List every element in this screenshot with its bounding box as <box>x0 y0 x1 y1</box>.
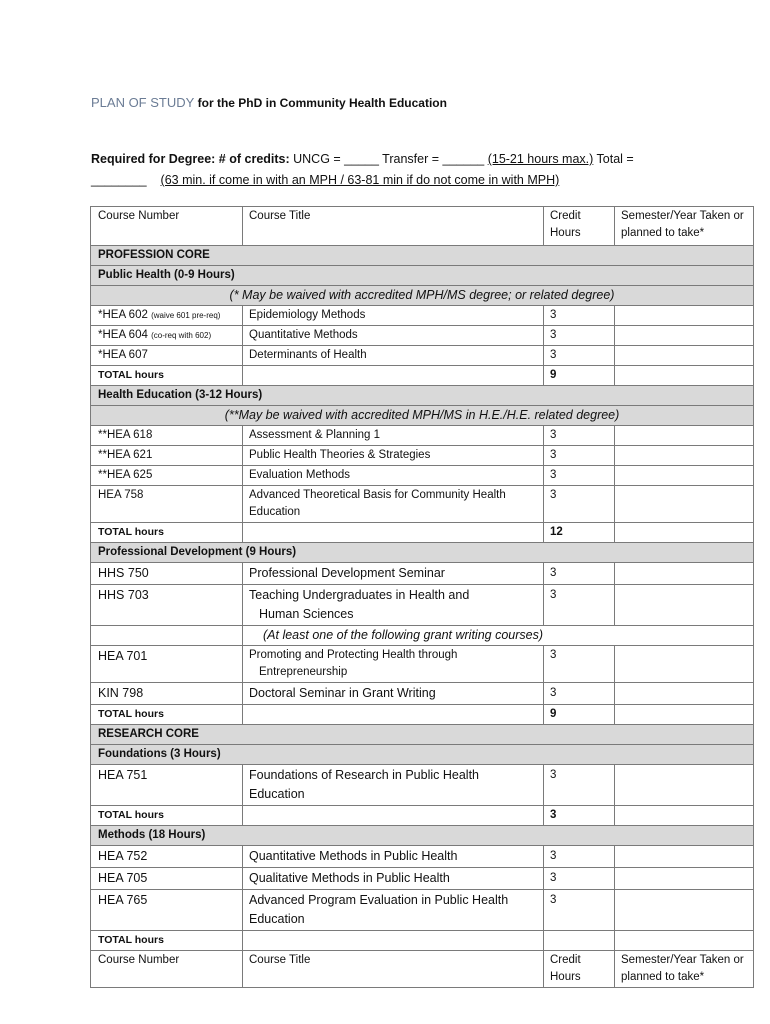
total-value: 12 <box>544 523 615 543</box>
semester-cell[interactable] <box>615 585 754 626</box>
course-title: Quantitative Methods <box>243 326 544 346</box>
col-course-title: Course Title <box>243 207 544 246</box>
section-row <box>91 725 754 745</box>
col-credit-hours: Credit Hours <box>544 207 615 246</box>
section-row <box>91 246 754 266</box>
course-title: Assessment & Planning 1 <box>243 426 544 446</box>
credit-hours: 3 <box>544 426 615 446</box>
total-label: TOTAL hours <box>91 523 243 543</box>
col-course-number: Course Number <box>91 951 243 988</box>
total-row <box>91 366 754 386</box>
total-label: TOTAL hours <box>91 931 243 951</box>
semester-cell[interactable] <box>615 868 754 890</box>
course-number: *HEA 602 <box>98 309 152 321</box>
credit-hours: 3 <box>544 765 615 806</box>
credit-hours: 3 <box>544 683 615 705</box>
credit-hours: 3 <box>544 563 615 585</box>
course-title: Promoting and Protecting Health through <box>249 649 458 661</box>
semester-cell[interactable] <box>615 563 754 585</box>
table-row <box>91 585 754 626</box>
total-value: 3 <box>544 806 615 826</box>
total-label: TOTAL hours <box>91 806 243 826</box>
col-credit-hours: Credit Hours <box>544 951 615 988</box>
semester-cell[interactable] <box>615 446 754 466</box>
semester-cell[interactable] <box>615 326 754 346</box>
course-title: Epidemiology Methods <box>243 306 544 326</box>
col-semester: Semester/Year Taken or planned to take* <box>615 207 754 246</box>
table-row <box>91 646 754 683</box>
req-blank: ________ <box>91 173 147 187</box>
table-row <box>91 868 754 890</box>
req-uncg: UNCG = _____ Transfer = ______ <box>289 152 485 166</box>
course-title: Foundations of Research in Public Health Education <box>243 765 544 806</box>
course-number: HEA 758 <box>91 486 243 523</box>
req-label: Required for Degree: # of credits: <box>91 152 290 166</box>
total-row <box>91 523 754 543</box>
course-number: HHS 750 <box>91 563 243 585</box>
table-row <box>91 765 754 806</box>
total-label: TOTAL hours <box>91 366 243 386</box>
title-plan: PLAN OF STUDY <box>91 95 195 110</box>
course-number: **HEA 625 <box>91 466 243 486</box>
course-title-cont: Entrepreneurship <box>259 666 348 678</box>
course-number: HEA 705 <box>91 868 243 890</box>
table-row <box>91 306 754 326</box>
course-title: Teaching Undergraduates in Health and <box>249 588 470 602</box>
section-row <box>91 266 754 286</box>
table-row <box>91 846 754 868</box>
methods-heading: Methods (18 Hours) <box>91 826 754 846</box>
section-row <box>91 386 754 406</box>
requirements-line-1 <box>91 152 634 166</box>
course-number: HEA 751 <box>91 765 243 806</box>
total-row <box>91 806 754 826</box>
req-total: Total = <box>593 152 634 166</box>
course-number: HEA 701 <box>91 646 243 683</box>
table-row <box>91 346 754 366</box>
section-row <box>91 826 754 846</box>
course-number: HEA 765 <box>91 890 243 931</box>
table-row <box>91 446 754 466</box>
foundations-heading: Foundations (3 Hours) <box>91 745 754 765</box>
col-course-title: Course Title <box>243 951 544 988</box>
course-title-cont: Human Sciences <box>259 607 354 621</box>
section-row <box>91 543 754 563</box>
grant-writing-note: (At least one of the following grant writing courses) <box>243 626 754 646</box>
health-education-note: (**May be waived with accredited MPH/MS in H.E./H.E. related degree) <box>91 406 754 426</box>
total-label: TOTAL hours <box>91 705 243 725</box>
professional-development-heading: Professional Development (9 Hours) <box>91 543 754 563</box>
note-row <box>91 626 754 646</box>
credit-hours: 3 <box>544 486 615 523</box>
course-number: *HEA 607 <box>91 346 243 366</box>
course-note: (co-req with 602) <box>151 331 212 340</box>
col-course-number: Course Number <box>91 207 243 246</box>
note-row <box>91 286 754 306</box>
note-row <box>91 406 754 426</box>
semester-cell[interactable] <box>615 486 754 523</box>
total-value: 9 <box>544 366 615 386</box>
page-title <box>91 95 447 110</box>
credit-hours: 3 <box>544 466 615 486</box>
credit-hours: 3 <box>544 306 615 326</box>
requirements-line-2 <box>91 173 559 187</box>
course-number: HHS 703 <box>91 585 243 626</box>
course-number: *HEA 604 <box>98 329 152 341</box>
semester-cell[interactable] <box>615 306 754 326</box>
course-title: Advanced Program Evaluation in Public Health Education <box>243 890 544 931</box>
total-row <box>91 705 754 725</box>
course-number: **HEA 621 <box>91 446 243 466</box>
total-row <box>91 931 754 951</box>
health-education-heading: Health Education (3-12 Hours) <box>91 386 754 406</box>
credit-hours: 3 <box>544 868 615 890</box>
course-note: (waive 601 pre-req) <box>151 311 221 320</box>
table-row <box>91 326 754 346</box>
semester-cell[interactable] <box>615 846 754 868</box>
req-transfer-max: (15-21 hours max.) <box>487 152 594 166</box>
title-rest: for the PhD in Community Health Education <box>194 96 447 110</box>
section-row <box>91 745 754 765</box>
credit-hours: 3 <box>544 346 615 366</box>
credit-hours: 3 <box>544 446 615 466</box>
semester-cell[interactable] <box>615 765 754 806</box>
header-row <box>91 951 754 988</box>
course-title: Evaluation Methods <box>243 466 544 486</box>
course-number: HEA 752 <box>91 846 243 868</box>
plan-of-study-table <box>90 206 754 988</box>
table-row <box>91 466 754 486</box>
course-title: Determinants of Health <box>243 346 544 366</box>
course-title: Quantitative Methods in Public Health <box>243 846 544 868</box>
req-min-note: (63 min. if come in with an MPH / 63-81 min if do not come in with MPH) <box>160 173 560 187</box>
semester-cell[interactable] <box>615 426 754 446</box>
course-title: Qualitative Methods in Public Health <box>243 868 544 890</box>
semester-cell[interactable] <box>615 646 754 683</box>
credit-hours: 3 <box>544 585 615 626</box>
table-row <box>91 683 754 705</box>
col-semester: Semester/Year Taken or planned to take* <box>615 951 754 988</box>
table-row <box>91 486 754 523</box>
course-number: **HEA 618 <box>91 426 243 446</box>
table-row <box>91 890 754 931</box>
semester-cell[interactable] <box>615 890 754 931</box>
course-title: Advanced Theoretical Basis for Community Health Education <box>243 486 544 523</box>
public-health-heading: Public Health (0-9 Hours) <box>91 266 754 286</box>
course-number: KIN 798 <box>91 683 243 705</box>
table-row <box>91 563 754 585</box>
course-title: Professional Development Seminar <box>243 563 544 585</box>
course-title: Public Health Theories & Strategies <box>243 446 544 466</box>
credit-hours: 3 <box>544 326 615 346</box>
semester-cell[interactable] <box>615 683 754 705</box>
credit-hours: 3 <box>544 890 615 931</box>
header-row <box>91 207 754 246</box>
course-title: Doctoral Seminar in Grant Writing <box>243 683 544 705</box>
credit-hours: 3 <box>544 846 615 868</box>
semester-cell[interactable] <box>615 466 754 486</box>
profession-core-heading: PROFESSION CORE <box>91 246 754 266</box>
total-value: 9 <box>544 705 615 725</box>
credit-hours: 3 <box>544 646 615 683</box>
table-row <box>91 426 754 446</box>
public-health-note: (* May be waived with accredited MPH/MS degree; or related degree) <box>91 286 754 306</box>
semester-cell[interactable] <box>615 346 754 366</box>
research-core-heading: RESEARCH CORE <box>91 725 754 745</box>
